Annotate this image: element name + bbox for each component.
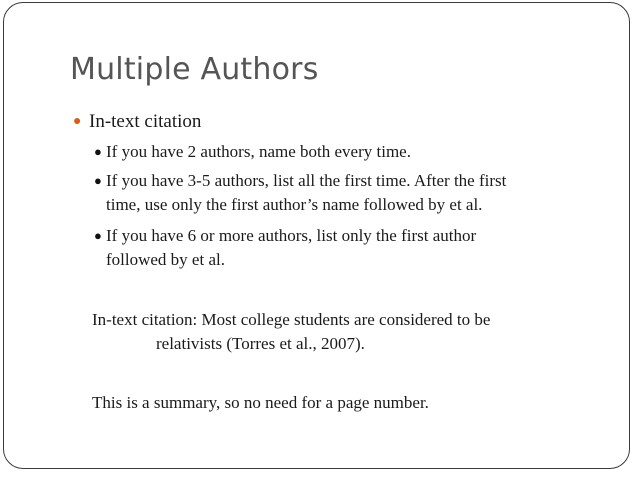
example-line-1: In-text citation: Most college students are considered to be	[92, 310, 491, 329]
bullet-icon: ●	[94, 144, 102, 159]
sub-bullet-2	[94, 169, 579, 217]
bullet-icon: ●	[94, 228, 102, 243]
sub-bullet-3	[94, 224, 579, 272]
slide-title: Multiple Authors	[70, 52, 319, 87]
sub-bullet-continuation: followed by et al.	[106, 250, 225, 269]
bullet-label: In-text citation	[89, 111, 202, 132]
sub-bullet-text: If you have 2 authors, name both every time.	[106, 142, 411, 161]
sub-bullet-text: If you have 6 or more authors, list only the first author	[106, 226, 477, 245]
sub-bullet-1	[94, 140, 579, 164]
summary-note: This is a summary, so no need for a page number.	[92, 393, 429, 412]
sub-bullet-text: If you have 3-5 authors, list all the first time. After the first	[106, 171, 507, 190]
bullet-icon: ●	[73, 114, 82, 129]
example-citation	[92, 308, 490, 356]
bullet-in-text-citation	[73, 111, 201, 133]
example-line-2: relativists (Torres et al., 2007).	[156, 334, 365, 353]
bullet-icon: ●	[94, 173, 102, 188]
sub-bullet-continuation: time, use only the first author’s name followed by et al.	[106, 195, 483, 214]
